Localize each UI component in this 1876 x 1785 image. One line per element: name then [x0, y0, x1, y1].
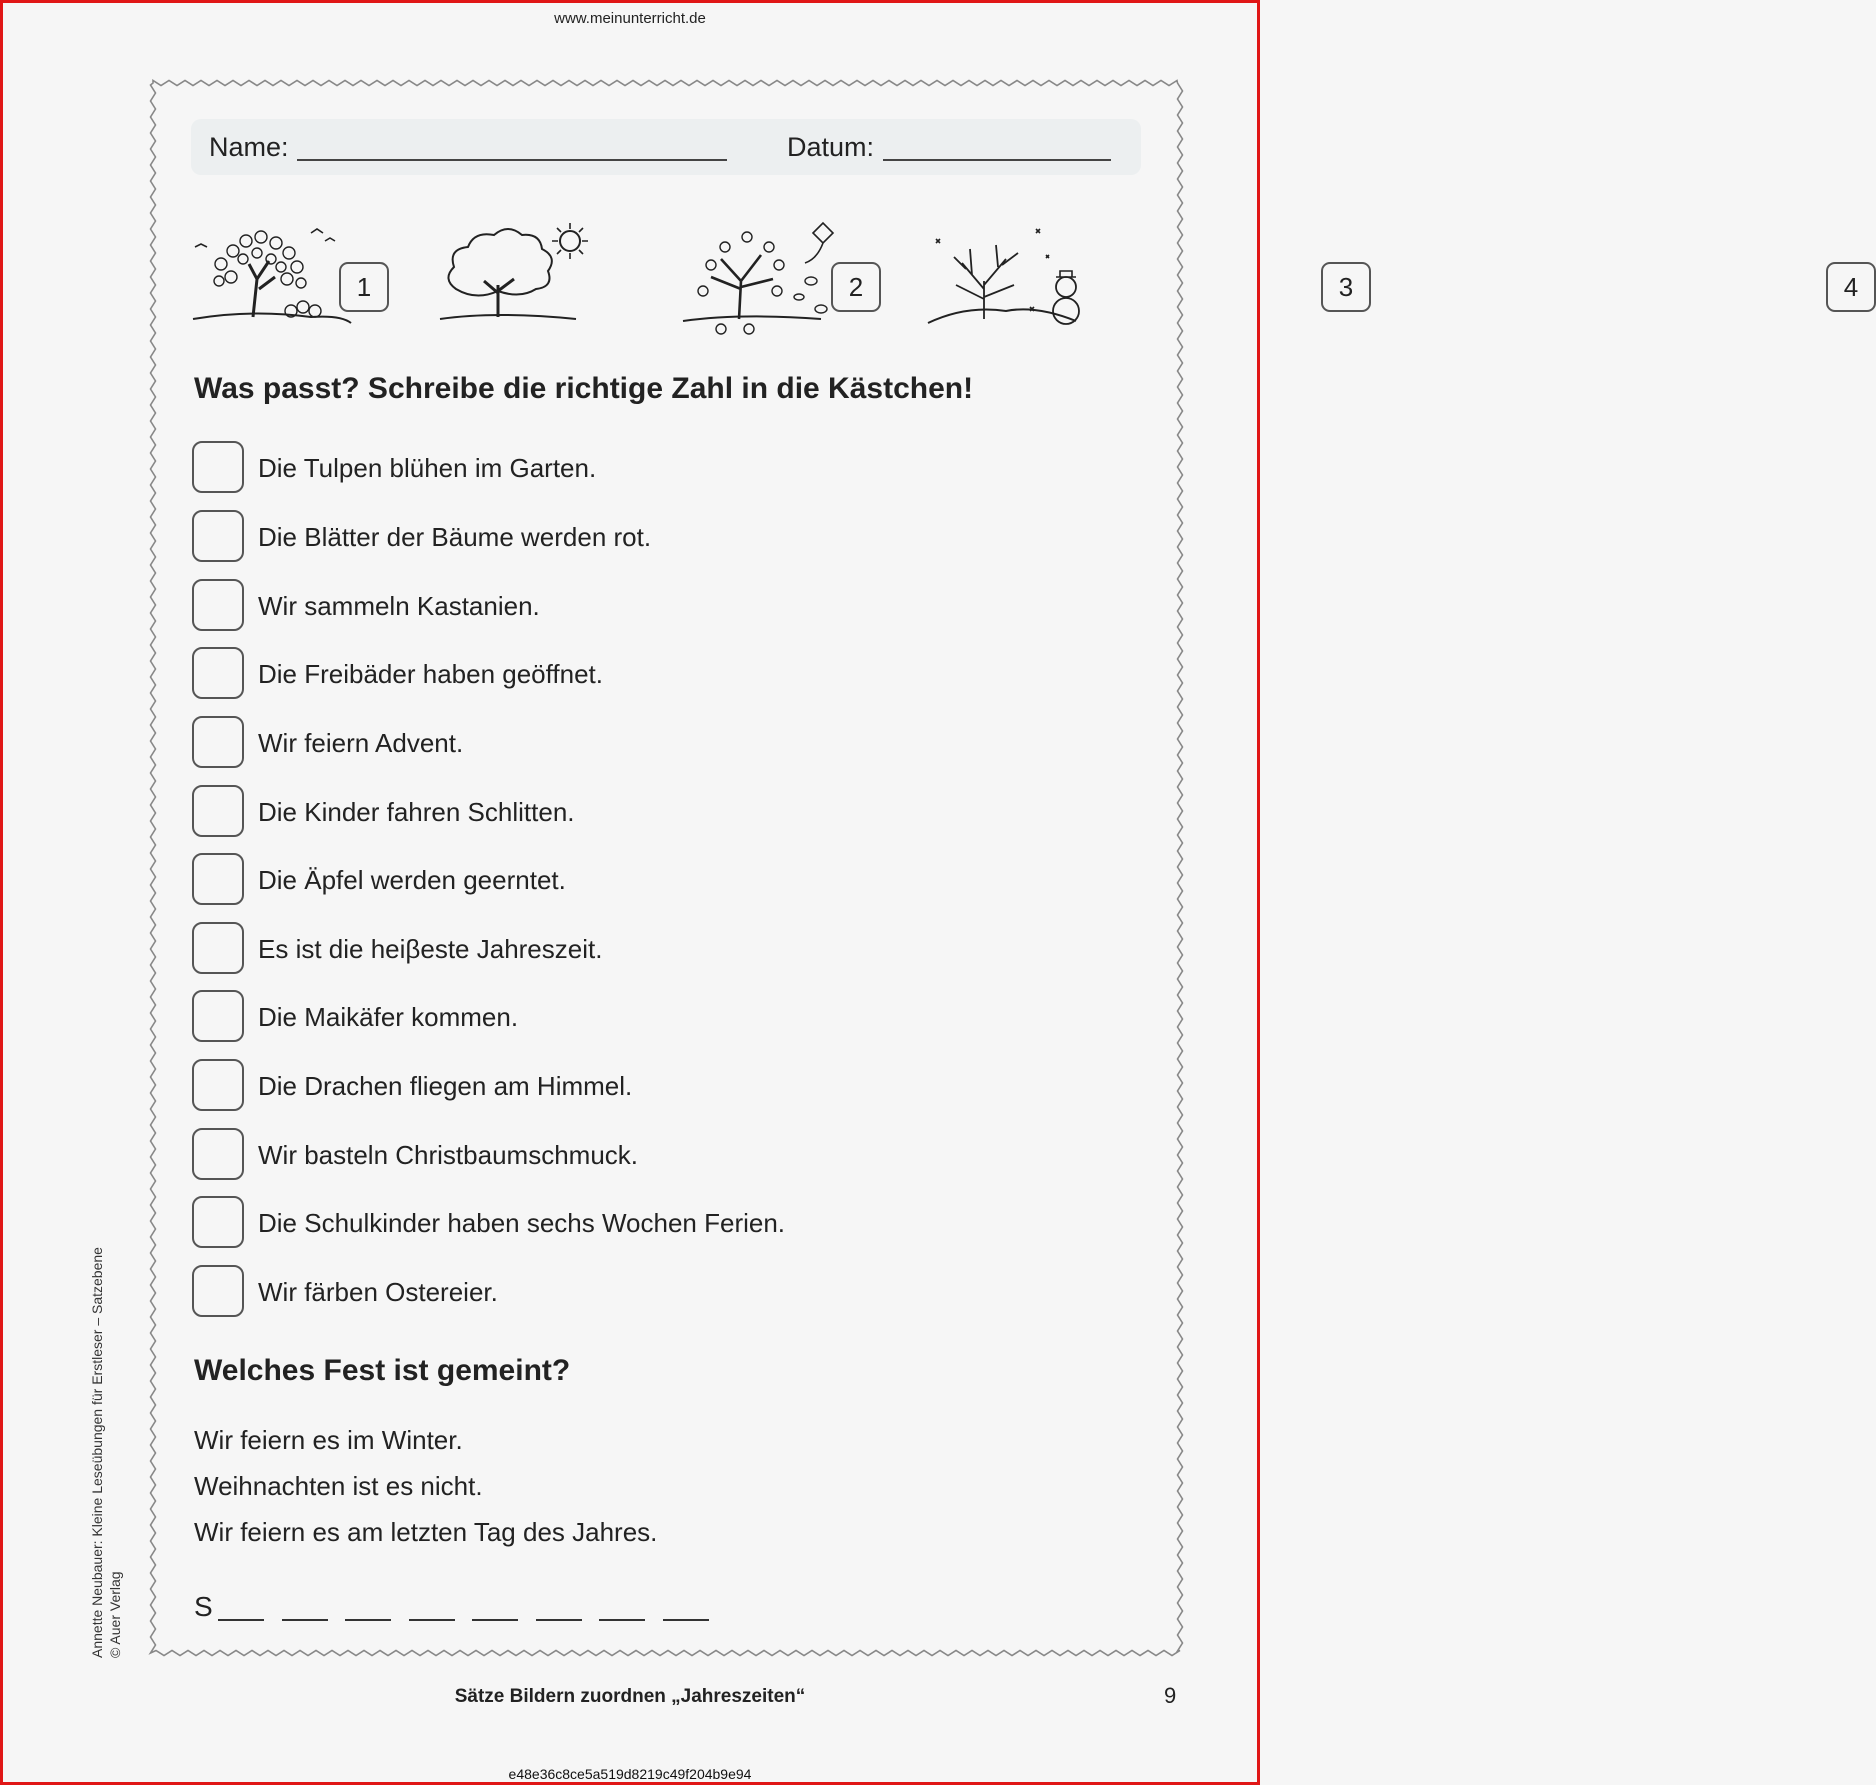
- answer-blank[interactable]: [218, 1619, 264, 1621]
- number-box-1: 1: [339, 262, 389, 312]
- number-box-4: 4: [1826, 262, 1876, 312]
- riddle-line: Weihnachten ist es nicht.: [194, 1471, 483, 1501]
- sentence-item: [192, 716, 1092, 768]
- sentence-text: Wir basteln Christbaumschmuck.: [258, 1140, 638, 1170]
- sentence-text: Die Freibäder haben geöffnet.: [258, 659, 603, 689]
- task1-title: Was passt? Schreibe die richtige Zahl in die Kästchen!: [194, 372, 974, 405]
- sentence-text: Die Blätter der Bäume werden rot.: [258, 522, 652, 552]
- sentence-item: [192, 990, 1092, 1042]
- answer-box[interactable]: [192, 922, 244, 974]
- answer-box[interactable]: [192, 1128, 244, 1180]
- number-box-3: 3: [1321, 262, 1371, 312]
- season-winter: [926, 219, 1859, 349]
- sentence-item: [192, 1059, 1092, 1111]
- answer-blank[interactable]: [472, 1619, 518, 1621]
- answer-box[interactable]: [192, 1196, 244, 1248]
- credit-line-2: © Auer Verlag: [107, 1571, 123, 1658]
- sentence-text: Die Äpfel werden geerntet.: [258, 865, 566, 895]
- name-field[interactable]: [297, 159, 727, 161]
- answer-box[interactable]: [192, 441, 244, 493]
- season-spring: [191, 219, 431, 349]
- season-pictures: [191, 219, 1859, 349]
- answer-box[interactable]: [192, 990, 244, 1042]
- answer-blank[interactable]: [345, 1619, 391, 1621]
- answer-blank[interactable]: [536, 1619, 582, 1621]
- season-autumn: [681, 219, 1354, 349]
- number-box-2: 2: [831, 262, 881, 312]
- answer-box[interactable]: [192, 785, 244, 837]
- answer-box[interactable]: [192, 1265, 244, 1317]
- answer-box[interactable]: [192, 647, 244, 699]
- answer-box[interactable]: [192, 716, 244, 768]
- answer-box[interactable]: [192, 510, 244, 562]
- sentence-text: Wir feiern Advent.: [258, 728, 464, 758]
- task2-title: Welches Fest ist gemeint?: [194, 1354, 571, 1387]
- riddle-line: Wir feiern es am letzten Tag des Jahres.: [194, 1517, 658, 1547]
- sentence-item: [192, 647, 1092, 699]
- sentence-text: Die Tulpen blühen im Garten.: [258, 453, 597, 483]
- answer-box[interactable]: [192, 853, 244, 905]
- answer-blank[interactable]: [282, 1619, 328, 1621]
- sentence-item: [192, 853, 1092, 905]
- page-number: 9: [1164, 1683, 1177, 1708]
- sentence-text: Wir sammeln Kastanien.: [258, 591, 540, 621]
- sentence-text: Wir färben Ostereier.: [258, 1277, 498, 1307]
- site-url: www.meinunterricht.de: [554, 10, 706, 27]
- answer-box[interactable]: [192, 579, 244, 631]
- sentence-item: [192, 1196, 1092, 1248]
- date-field[interactable]: [883, 159, 1111, 161]
- sentence-item: [192, 510, 1092, 562]
- sentence-item: [192, 922, 1092, 974]
- name-label: Name:: [209, 132, 289, 162]
- sentence-item: [192, 441, 1092, 493]
- sentence-item: [192, 785, 1092, 837]
- worksheet: [149, 79, 1859, 1657]
- header-bar: [191, 119, 1141, 175]
- answer-start-letter: S: [194, 1591, 213, 1622]
- date-label: Datum:: [787, 132, 875, 162]
- sentence-text: Die Maikäfer kommen.: [258, 1002, 519, 1032]
- credit-line-1: Annette Neubauer: Kleine Leseübungen für Erstleser – Satzebene: [89, 1247, 105, 1658]
- sentence-item: [192, 1265, 1092, 1317]
- winter-tree-icon: [926, 219, 1126, 349]
- answer-blank[interactable]: [409, 1619, 455, 1621]
- sentence-text: Die Kinder fahren Schlitten.: [258, 797, 575, 827]
- side-credit: [88, 1247, 124, 1658]
- answer-box[interactable]: [192, 1059, 244, 1111]
- sentence-text: Die Drachen fliegen am Himmel.: [258, 1071, 633, 1101]
- sentence-item: [192, 1128, 1092, 1180]
- season-summer: [436, 219, 864, 349]
- document-hash: e48e36c8ce5a519d8219c49f204b9e94: [508, 1766, 752, 1782]
- footer-title: Sätze Bildern zuordnen „Jahreszeiten“: [454, 1686, 806, 1707]
- sentence-item: [192, 579, 1092, 631]
- answer-blank[interactable]: [599, 1619, 645, 1621]
- riddle-line: Wir feiern es im Winter.: [194, 1425, 463, 1455]
- answer-blank[interactable]: [663, 1619, 709, 1621]
- summer-tree-icon: [436, 219, 616, 349]
- sentence-text: Die Schulkinder haben sechs Wochen Ferien.: [258, 1208, 786, 1238]
- autumn-tree-icon: [681, 219, 871, 349]
- sentence-text: Es ist die heiβeste Jahreszeit.: [258, 934, 603, 964]
